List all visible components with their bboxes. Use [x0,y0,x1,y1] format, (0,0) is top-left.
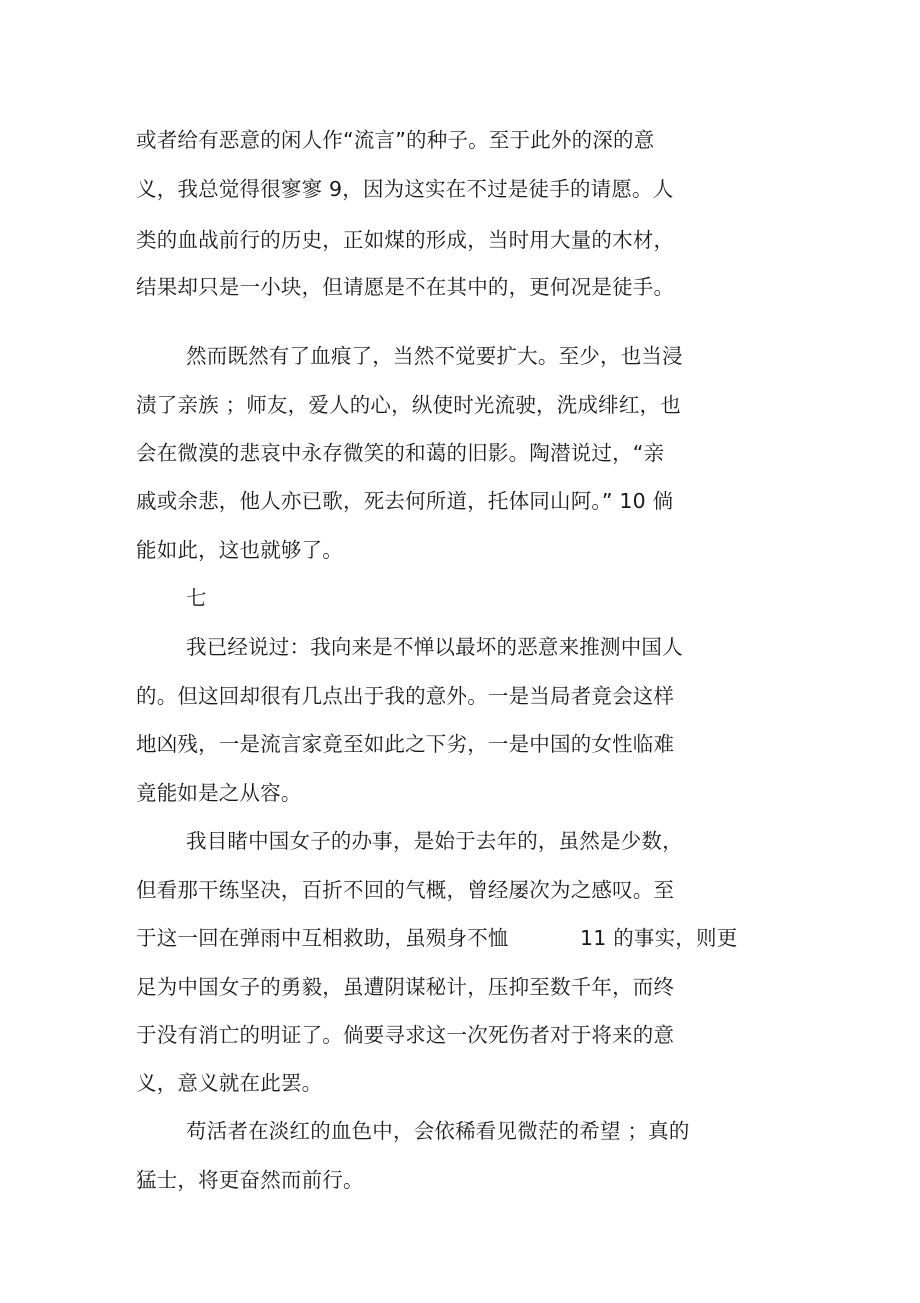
text-line: 苟活者在淡红的血色中，会依稀看见微茫的希望 ；真的 [186,1119,690,1143]
text-line: 足为中国女子的勇毅，虽遭阴谋秘计，压抑至数千年，而终 [136,975,675,999]
text-line: 类的血战前行的历史，正如煤的形成，当时用大量的木材， [136,228,675,252]
text-line: 能如此，这也就够了。 [136,538,343,562]
text-line: 猛士，将更奋然而前行。 [136,1168,364,1192]
text-line: 于这一回在弹雨中互相救助，虽殒身不恤 [136,926,509,950]
text-line: 义，我总觉得很寥寥 9，因为这实在不过是徒手的请愿。人 [136,177,674,201]
text-line: 结果却只是一小块，但请愿是不在其中的，更何况是徒手。 [136,275,675,299]
text-line: 我已经说过：我向来是不惮以最坏的恶意来推测中国人 [186,635,683,659]
text-line: 于没有消亡的明证了。倘要寻求这一次死伤者对于将来的意 [136,1023,675,1047]
text-line-footnote-segment: 11 的事实，则更 [580,926,738,950]
text-line: 的。但这回却很有几点出于我的意外。一是当局者竟会这样 [136,684,675,708]
text-line: 义，意义就在此罢。 [136,1071,323,1095]
text-line: 我目睹中国女子的办事，是始于去年的，虽然是少数， [186,829,683,853]
text-line: 地凶残，一是流言家竟至如此之下劣，一是中国的女性临难 [136,732,675,756]
text-line: 或者给有恶意的闲人作“流言”的种子。至于此外的深的意 [136,128,655,152]
text-line: 渍了亲族 ；师友，爱人的心，纵使时光流驶，洗成绯红，也 [136,393,681,417]
text-line: 会在微漠的悲哀中永存微笑的和蔼的旧影。陶潜说过，“亲 [136,441,665,465]
text-line: 然而既然有了血痕了，当然不觉要扩大。至少，也当浸 [186,344,683,368]
text-line: 竟能如是之从容。 [136,781,302,805]
text-line: 戚或余悲，他人亦已歌，死去何所道，托体同山阿。” 10 倘 [136,489,674,513]
text-line: 但看那干练坚决，百折不回的气概，曾经屡次为之感叹。至 [136,878,675,902]
section-heading: 七 [186,586,207,610]
